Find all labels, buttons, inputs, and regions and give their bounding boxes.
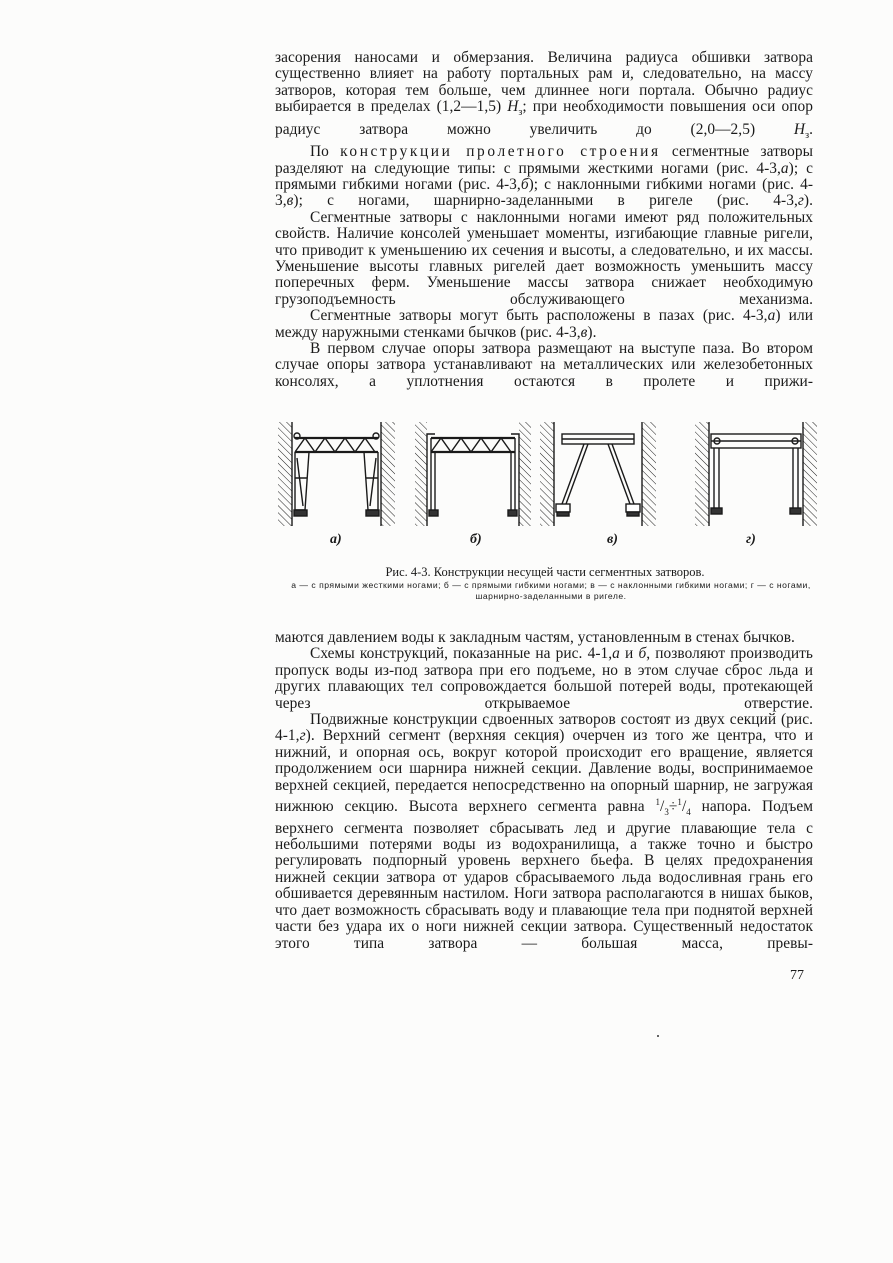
paragraph-seals: маются давлением воды к закладным частям, установленным в стенах бычков. <box>275 629 795 646</box>
figure-label-g: г) <box>746 532 756 547</box>
scheme-a <box>278 422 395 526</box>
figure-label-a: а) <box>330 532 342 547</box>
scheme-g <box>695 422 817 526</box>
figure-4-3 <box>275 418 820 560</box>
figure-label-b: б) <box>470 532 482 547</box>
spaced-term: конструкции пролетного строения <box>340 143 661 161</box>
scheme-v <box>540 422 656 526</box>
paragraph-schemes: Схемы конструкций, показанные на рис. 4-1,а и б, позволяют производить пропуск воды из-под затвора при его подъеме, но в этом случае сброс льда и других плавающих тел сопровождается большой потерей воды, протекающей через открываемое отверстие. <box>275 645 813 712</box>
paragraph-placement: Сегментные затворы могут быть расположены в пазах (рис. 4-3,а) или между наружными стенками бычков (рис. 4-3,в). <box>275 307 813 341</box>
paragraph-continuation: засорения наносами и обмерзания. Величина радиуса обшивки затвора существенно влияет на работу портальных рам и, следовательно, на массу затворов, которая тем больше, чем длиннее ноги портала. Обычно радиус выбирается в пределах (1,2—1,5) $Н_з$; при необходимости повышения оси опор радиус затвора можно увеличить до (2,0—2,5) $Н_з$. <box>275 49 813 141</box>
figure-caption: Рис. 4-3. Конструкции несущей части сегментных затворов. <box>385 565 705 579</box>
figure-drawing <box>275 418 820 530</box>
page-number: 77 <box>790 968 804 983</box>
figure-legend: а — с прямыми жесткими ногами; б — с прямыми гибкими ногами; в — с наклонными гибкими ногами; г — с ногами, шарнирно-заделанными в ригеле. <box>291 580 811 601</box>
figure-label-v: в) <box>607 532 618 547</box>
speck <box>657 1035 659 1037</box>
paragraph-double-gates: Подвижные конструкции сдвоенных затворов состоят из двух секций (рис. 4-1,г). Верхний сегмент (верхняя секция) очерчен из того же центра, что и нижний, и опорная ось, вокруг которой происходит его вращение, является продолжением оси шарнира нижней секции. Давление воды, воспринимаемое верхней секцией, передается непосредственно на опорный шарнир, не загружая нижнюю секцию. Высота верхнего сегмента равна $^1/_3\div^1/_4$ напора. Подъем верхнего сегмента позволяет сбрасывать лед и другие плавающие тела с небольшими потерями воды из водохранилища, а также точно и быстро регулировать подпорный уровень верхнего бьефа. В целях предохранения нижней секции затвора от ударов сбрасываемого льда водосливная грань его обшивается деревянным настилом. Ноги затвора располагаются в нишах быков, что дает возможность сбрасывать воду и плавающие тела при поднятой верхней части без удара их о ноги нижней секции затвора. Существенный недостаток этого типа затвора — большая масса, превы- <box>275 711 813 952</box>
text-block-top <box>275 50 813 390</box>
scheme-b <box>415 422 531 526</box>
paragraph-inclined-legs: Сегментные затворы с наклонными ногами имеют ряд положительных свойств. Наличие консолей уменьшает моменты, изгибающие главные ригели, что приводит к уменьшению их сечения и высоты, а следовательно, и их массы. Уменьшение высоты главных ригелей дает возможность уменьшить массу поперечных ферм. Уменьшение массы затвора снижает необходимую грузоподъемность обслуживающего механизма. <box>275 208 813 308</box>
text-block-bottom <box>275 630 813 952</box>
paragraph-construction-types: По конструкции пролетного строения сегментные затворы разделяют на следующие типы: с прямыми жесткими ногами (рис. 4-3,а); с прямыми гибкими ногами (рис. 4-3,б); с наклонными гибкими ногами (рис. 4-3,в); с ногами, шарнирно-заделанными в ригеле (рис. 4-3,г). <box>275 143 814 210</box>
paragraph-supports: В первом случае опоры затвора размещают на выступе паза. Во втором случае опоры затвора устанавливают на металлических или железобетонных консолях, а уплотнения остаются в пролете и прижи- <box>275 340 813 390</box>
